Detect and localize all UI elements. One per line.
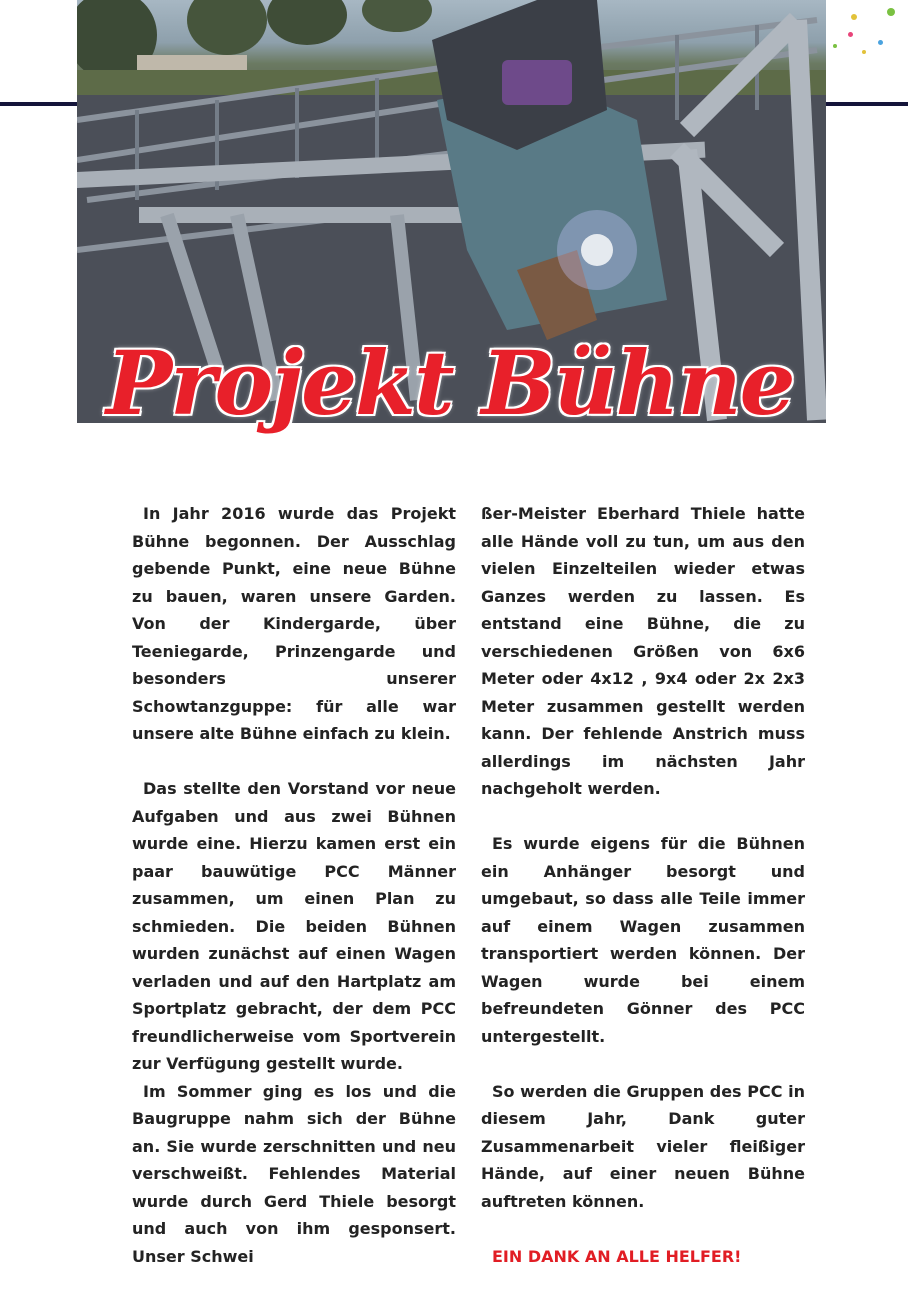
article-paragraph: In Jahr 2016 wurde das Projekt Bühne begonnen. Der Ausschlag gebende Punkt, eine neue Bühne zu bauen, waren unsere Garden. Von der Kindergarde, über Teeniegarde, Prinzengarde und besonders unserer Schowtanzguppe: für alle war unsere alte Bühne einfach zu klein. bbox=[132, 504, 456, 743]
thanks-line: EIN DANK AN ALLE HELFER! bbox=[492, 1246, 742, 1266]
confetti-dot bbox=[848, 32, 853, 37]
article-column-right bbox=[481, 500, 805, 1270]
article-paragraph: Im Sommer ging es los und die Baugruppe nahm sich der Bühne an. Sie wurde zerschnitten und neu verschweißt. Fehlendes Material wurde durch Gerd Thiele besorgt und auch von ihm gesponsert. Unser Schwei bbox=[132, 1081, 456, 1266]
article-paragraph: So werden die Gruppen des PCC in diesem Jahr, Dank guter Zusammenarbeit vieler fleißiger Hände, auf einer neuen Bühne auftreten können. bbox=[481, 1081, 805, 1211]
confetti-dot bbox=[833, 44, 837, 48]
article-paragraph: ßer-Meister Eberhard Thiele hatte alle Hände voll zu tun, um aus den vielen Einzelteilen wieder etwas Ganzes werden zu lassen. Es entstand eine Bühne, die zu verschiedenen Größen von 6x6 Meter oder 4x12 , 9x4 oder 2x 2x3 Meter zusammen gestellt werden kann. Der fehlende Anstrich muss allerdings im nächsten Jahr nachgeholt werden. bbox=[481, 504, 805, 798]
confetti-dot bbox=[851, 14, 857, 20]
article-column-left bbox=[132, 500, 456, 1270]
header-rule-right bbox=[826, 102, 908, 106]
confetti-dot bbox=[878, 40, 883, 45]
header-rule-left bbox=[0, 102, 78, 106]
article-paragraph: Es wurde eigens für die Bühnen ein Anhänger besorgt und umgebaut, so dass alle Teile immer auf einem Wagen zusammen transportiert werden können. Der Wagen wurde bei einem befreundeten Gönner des PCC untergestellt. bbox=[481, 834, 805, 1046]
confetti-dot bbox=[862, 50, 866, 54]
confetti-dot bbox=[887, 8, 895, 16]
article-paragraph: Das stellte den Vorstand vor neue Aufgaben und aus zwei Bühnen wurde eine. Hierzu kamen erst ein paar bauwütige PCC Männer zusammen, um einen Plan zu schmieden. Die beiden Bühnen wurden zunächst auf einen Wagen verladen und auf den Hartplatz am Sportplatz gebracht, der dem PCC freundlicherweise vom Sportverein zur Verfügung gestellt wurde. bbox=[132, 779, 456, 1073]
page-title: Projekt Bühne bbox=[106, 331, 794, 435]
